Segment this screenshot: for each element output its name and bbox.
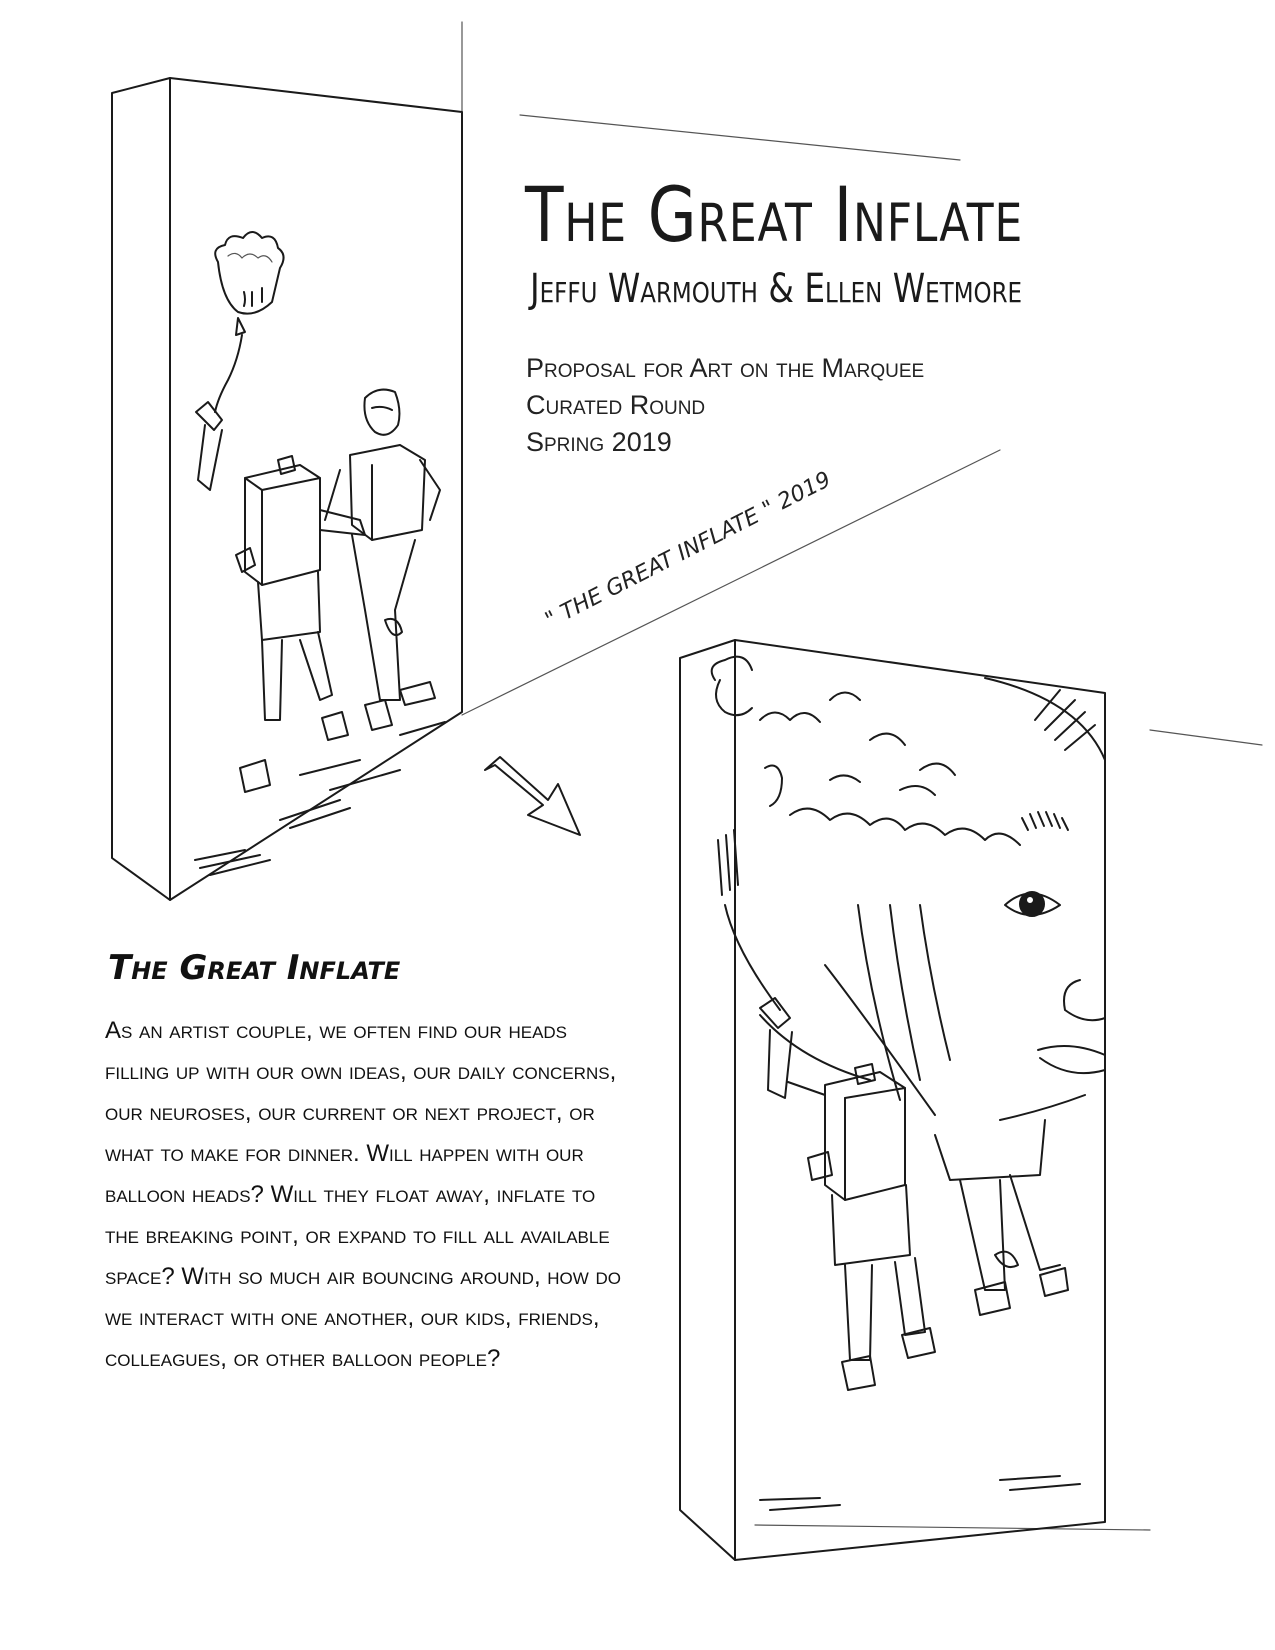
authors-line: Jeffu Warmouth & Ellen Wetmore bbox=[530, 266, 1023, 312]
section-body: As an artist couple, we often find our heads filling up with our own ideas, our daily concerns, our neuroses, our current or next project, or what to make for dinner. Will happen with our balloon heads? Will they float away, inflate to the breaking point, or expand to fill all available space? With so much air bouncing around, how do we interact with one another, our kids, friends, colleagues, or other balloon people? bbox=[105, 1017, 621, 1372]
proposal-line: Proposal for Art on the Marquee bbox=[526, 353, 925, 383]
proposal-info bbox=[526, 350, 924, 461]
diagonal-arrow-icon bbox=[485, 757, 580, 835]
section-title: The Great Inflate bbox=[108, 948, 401, 988]
round-line: Curated Round bbox=[526, 390, 706, 420]
marquee-box-small bbox=[112, 78, 462, 900]
marquee-box-large bbox=[680, 640, 1105, 1560]
page-title: The Great Inflate bbox=[525, 170, 1024, 259]
sketch-caption: " THE GREAT INFLATE " 2019 bbox=[541, 467, 836, 634]
season-line: Spring 2019 bbox=[526, 427, 672, 457]
balloon-figures-small bbox=[196, 232, 440, 792]
